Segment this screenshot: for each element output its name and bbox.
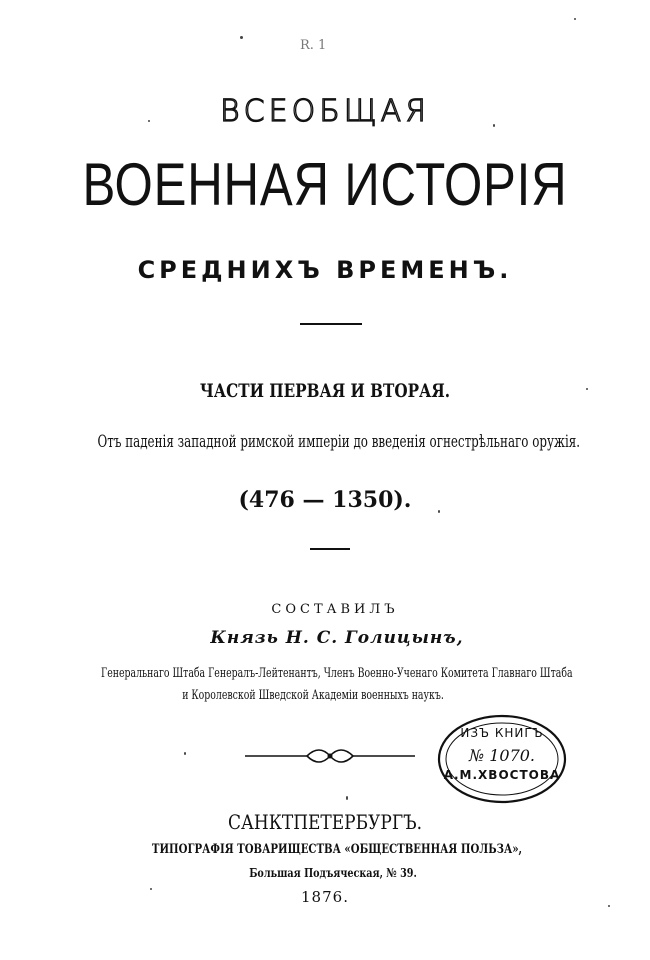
scan-speck xyxy=(346,796,348,800)
author-name: Князь Н. С. Голицынъ, xyxy=(210,628,464,648)
scan-speck xyxy=(184,752,186,755)
divider-rule-1 xyxy=(300,323,362,325)
divider-rule-2 xyxy=(310,548,350,550)
title-line-1: ВСЕОБЩАЯ xyxy=(220,94,430,129)
scan-speck xyxy=(150,888,152,890)
title-line-3: СРЕДНИХЪ ВРЕМЕНЪ. xyxy=(137,256,513,284)
imprint-address: Большая Подъяческая, № 39. xyxy=(249,866,417,880)
scan-speck xyxy=(438,510,440,513)
title-line-2: ВОЕННАЯ ИСТОРІЯ xyxy=(82,151,568,218)
shelfmark: R. 1 xyxy=(300,38,327,53)
ownership-stamp xyxy=(436,712,568,806)
imprint-city: САНКТПЕТЕРБУРГЪ. xyxy=(227,810,423,834)
scan-speck xyxy=(148,120,150,122)
imprint-year: 1876. xyxy=(301,888,349,906)
stamp-owner-name: А.М.ХВОСТОВА xyxy=(443,768,561,782)
compiled-by-label: СОСТАВИЛЪ xyxy=(271,602,399,617)
ornament-divider xyxy=(245,744,415,768)
scan-speck xyxy=(608,905,610,907)
stamp-top-text: ИЗЪ КНИГЪ xyxy=(460,726,544,740)
imprint-press: ТИПОГРАФІЯ ТОВАРИЩЕСТВА «ОБЩЕСТВЕННАЯ ПОЛЬЗА», xyxy=(151,842,523,857)
scan-speck xyxy=(493,124,495,127)
author-rank-line-2: и Королевской Шведской Академіи военныхъ наукъ. xyxy=(182,688,444,703)
scan-speck xyxy=(240,36,243,39)
scan-speck xyxy=(574,18,576,20)
scan-speck xyxy=(586,388,588,390)
author-rank-line-1: Генеральнаго Штаба Генералъ-Лейтенантъ, Членъ Военно-Ученаго Комитета Главнаго Штаба xyxy=(100,666,573,681)
parts-heading: ЧАСТИ ПЕРВАЯ И ВТОРАЯ. xyxy=(199,380,451,402)
years-range: (476 — 1350). xyxy=(238,487,412,513)
stamp-number: № 1070. xyxy=(468,746,536,765)
subtitle: Отъ паденія западной римской имперіи до введенія огнестрѣльнаго оружія. xyxy=(97,432,581,452)
